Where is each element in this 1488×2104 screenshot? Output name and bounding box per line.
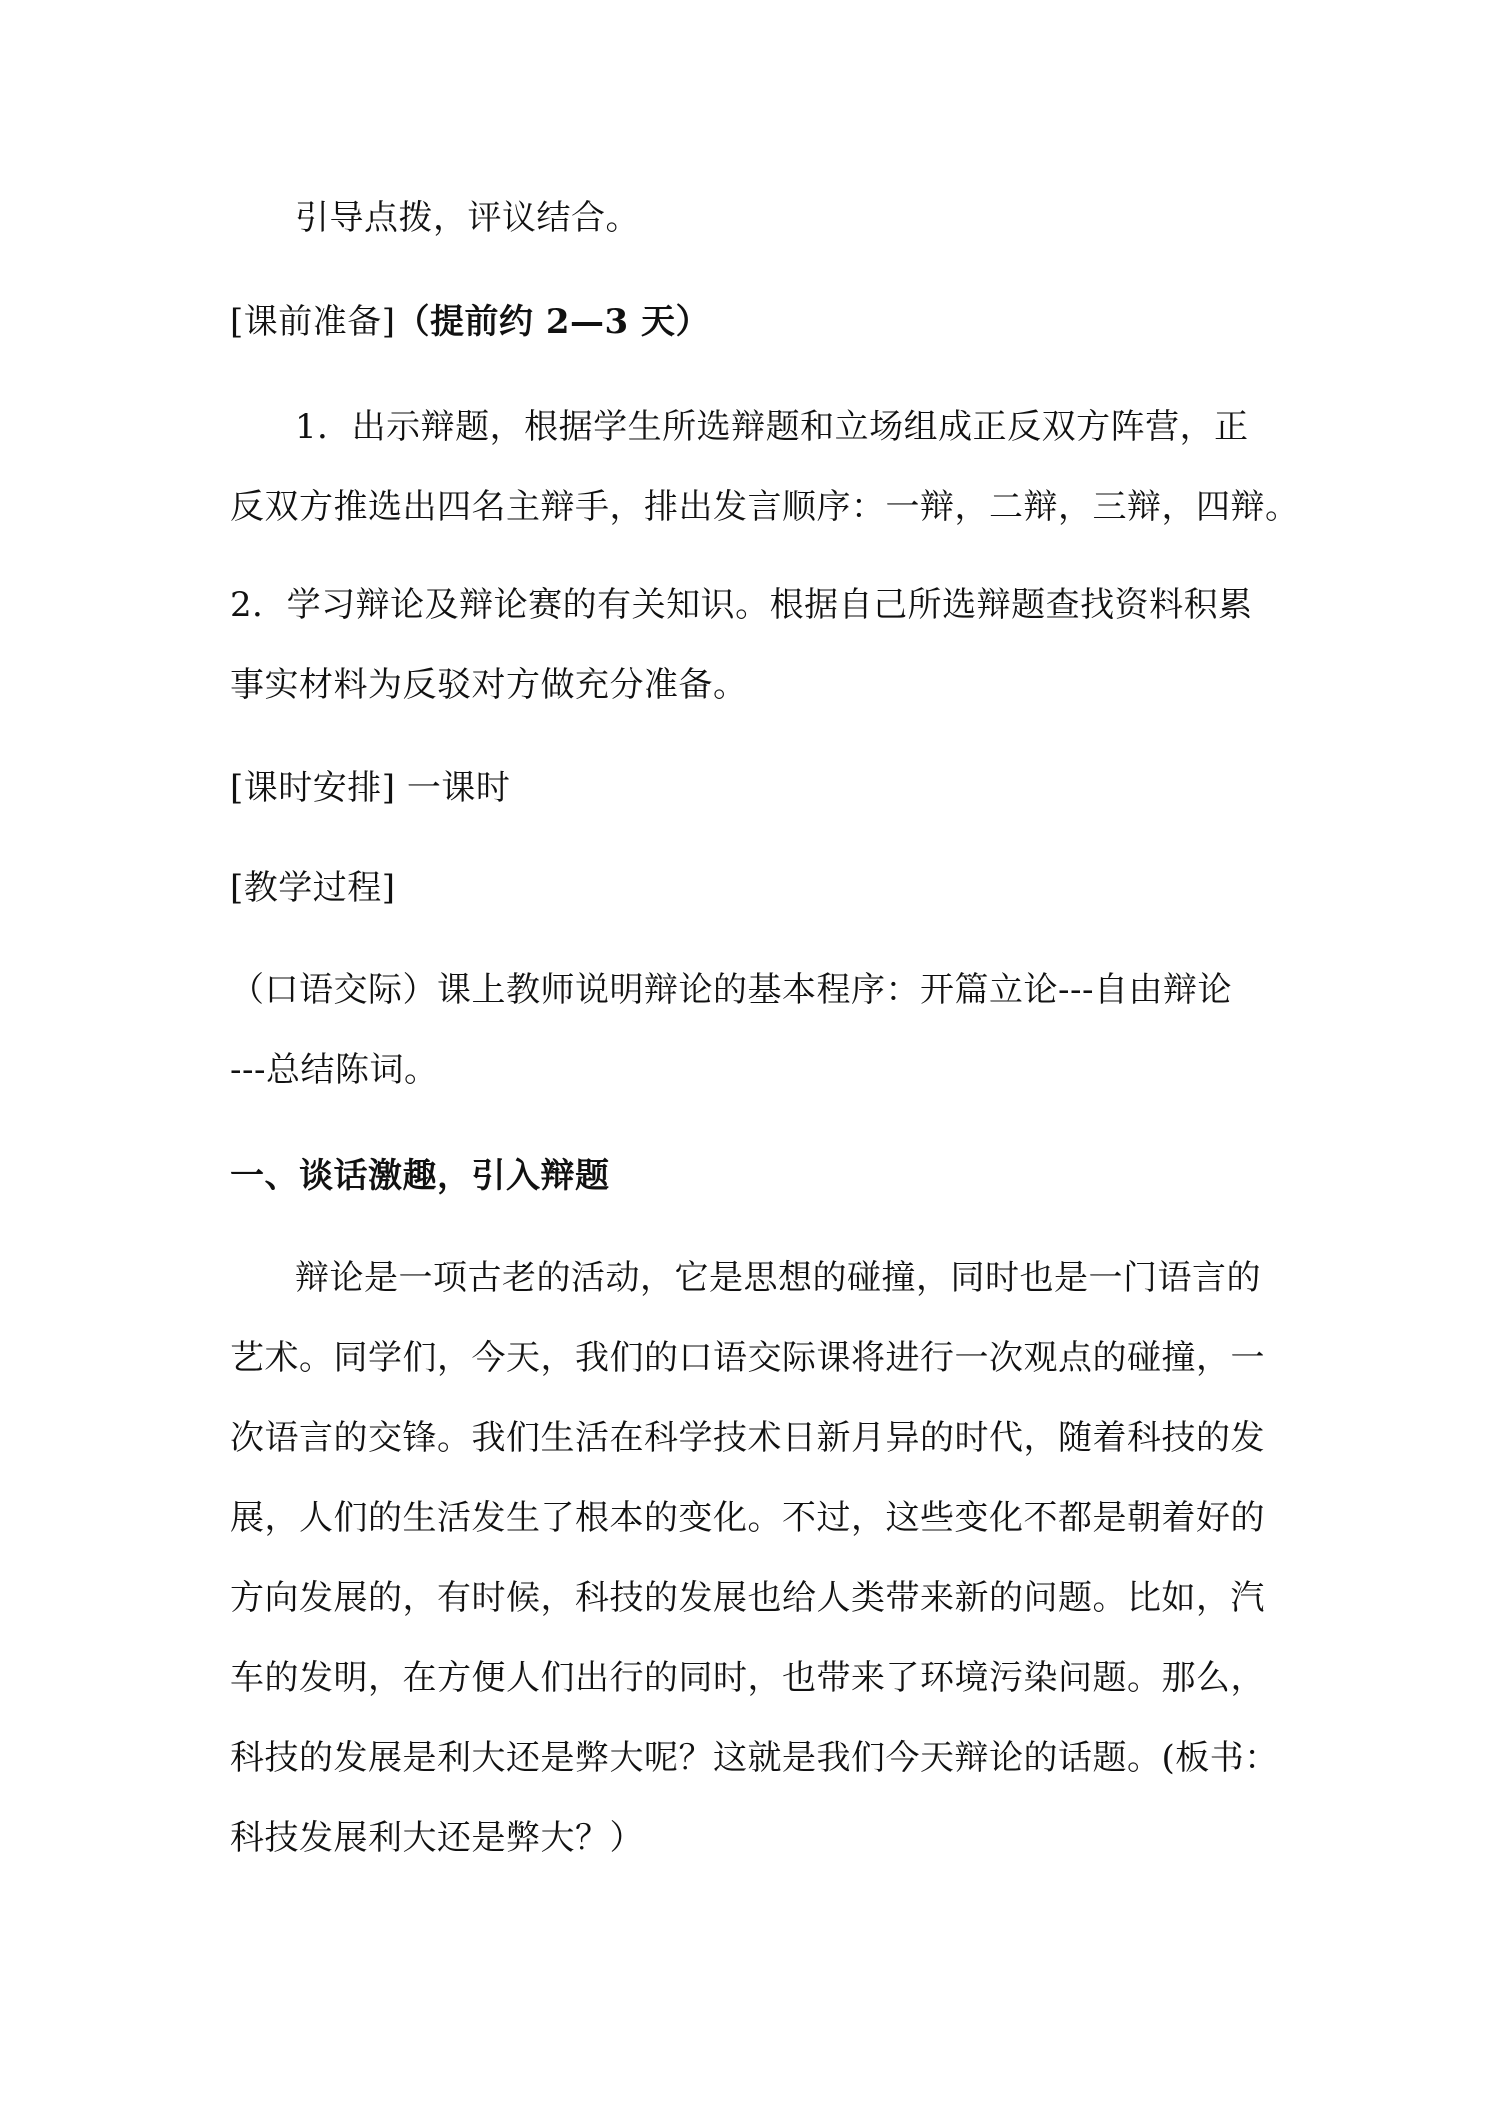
para-line-3: 次语言的交锋。我们生活在科学技术日新月异的时代，随着科技的发: [230, 1418, 1265, 1458]
para-line-6: 车的发明，在方便人们出行的同时，也带来了环境污染问题。那么，: [230, 1658, 1265, 1698]
prep-item-1-line-1: 1．出示辩题，根据学生所选辩题和立场组成正反双方阵营，正: [295, 407, 1249, 447]
para-line-4: 展，人们的生活发生了根本的变化。不过，这些变化不都是朝着好的: [230, 1498, 1265, 1538]
para-line-1: 辩论是一项古老的活动，它是思想的碰撞，同时也是一门语言的: [295, 1258, 1261, 1298]
para-line-7: 科技的发展是利大还是弊大呢？这就是我们今天辩论的话题。(板书：: [230, 1738, 1279, 1778]
prep-item-2-line-1: 2．学习辩论及辩论赛的有关知识。根据自己所选辩题查找资料积累: [230, 585, 1253, 625]
method-line: 引导点拨，评议结合。: [295, 198, 640, 238]
process-heading: [教学过程]: [230, 868, 396, 908]
prep-time-note: （提前约 2—3 天）: [395, 302, 711, 342]
schedule-line: [课时安排] 一课时: [230, 768, 511, 808]
oral-line-2: ---总结陈词。: [230, 1050, 439, 1090]
para-line-2: 艺术。同学们，今天，我们的口语交际课将进行一次观点的碰撞，一: [230, 1338, 1265, 1378]
section-heading-1: 一、谈话激趣，引入辩题: [230, 1156, 610, 1196]
prep-label: [课前准备]: [230, 302, 396, 342]
para-line-5: 方向发展的，有时候，科技的发展也给人类带来新的问题。比如，汽: [230, 1578, 1265, 1618]
oral-line-1: （口语交际）课上教师说明辩论的基本程序：开篇立论---自由辩论: [230, 970, 1232, 1010]
prep-item-1-line-2: 反双方推选出四名主辩手，排出发言顺序：一辩，二辩，三辩，四辩。: [230, 487, 1300, 527]
prep-item-2-line-2: 事实材料为反驳对方做充分准备。: [230, 665, 748, 705]
para-line-8: 科技发展利大还是弊大？）: [230, 1818, 644, 1858]
prep-heading: [230, 302, 710, 342]
